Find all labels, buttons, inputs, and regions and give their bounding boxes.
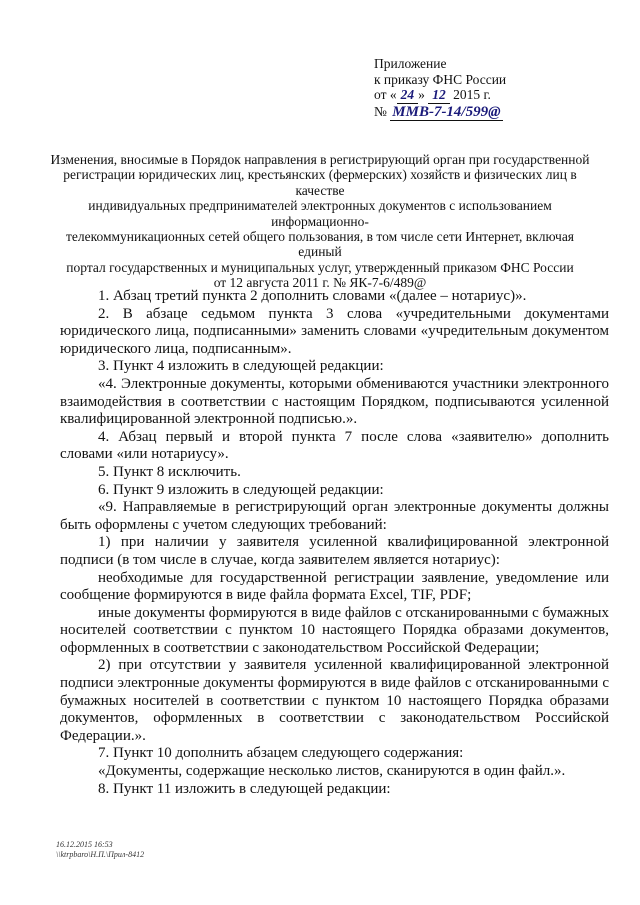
paragraph: «9. Направляемые в регистрирующий орган электронные документы должны быть оформлены с учетом следующих требований:	[60, 499, 609, 533]
paragraph: 4. Абзац первый и второй пункта 7 после слова «заявителю» дополнить словами «или нотариусу».	[60, 428, 609, 463]
footer-timestamp: 16.12.2015 16:53	[56, 840, 113, 849]
document-title	[50, 152, 590, 291]
footer-file-path: \\ktrpbaro\Н.П.\Прил-8412	[56, 849, 145, 859]
date-month-handwritten: 12	[428, 87, 450, 104]
title-line: портал государственных и муниципальных услуг, утвержденный приказом ФНС России	[66, 259, 574, 275]
appendix-block	[374, 56, 506, 121]
paragraph: необходимые для государственной регистрации заявление, уведомление или сообщение формируются в виде файла формата Excel, TIF, PDF;	[60, 569, 609, 604]
title-line: телекоммуникационных сетей общего пользования, в том числе сети Интернет, включая единый	[65, 229, 575, 260]
paragraph: 2) при отсутствии у заявителя усиленной квалифицированной электронной подписи электронные документы формируются в виде файлов с отсканированными с бумажных носителей в соответствии с пунктом 10 настоящего Порядка образами документов, оформленных в соответствии с законодательством Российской Федерации.».	[60, 657, 609, 744]
date-day-handwritten: 24	[397, 87, 419, 104]
appendix-label: Приложение	[374, 56, 447, 71]
title-line: регистрации юридических лиц, крестьянских (фермерских) хозяйств и физических лиц в качестве	[63, 167, 577, 198]
order-reference: к приказу ФНС России	[374, 71, 507, 87]
paragraph: 5. Пункт 8 исключить.	[98, 463, 241, 480]
date-year: 2015 г.	[453, 87, 491, 102]
paragraph: 6. Пункт 9 изложить в следующей редакции:	[98, 481, 384, 498]
title-line: Изменения, вносимые в Порядок направления в регистрирующий орган при государственной	[50, 152, 590, 167]
title-line: индивидуальных предпринимателей электронных документов с использованием информационно-	[88, 198, 552, 229]
paragraph: 8. Пункт 11 изложить в следующей редакции:	[98, 780, 391, 797]
file-footer	[56, 840, 144, 859]
order-number-handwritten: ММВ-7-14/599@	[392, 103, 501, 120]
paragraph: 3. Пункт 4 изложить в следующей редакции:	[98, 358, 384, 375]
paragraph: 1) при наличии у заявителя усиленной квалифицированной электронной подписи (в том числе в случае, когда заявителем является нотариус):	[60, 534, 609, 568]
paragraph: 7. Пункт 10 дополнить абзацем следующего содержания:	[98, 745, 464, 762]
date-prefix: от «	[374, 87, 397, 102]
paragraph: 1. Абзац третий пункта 2 дополнить словами «(далее – нотариус)».	[98, 288, 527, 304]
paragraph: иные документы формируются в виде файлов с отсканированными с бумажных носителей соответствии с пунктом 10 настоящего Порядка образами документов, оформленных в соответствии с законодательством Российской Федерации;	[60, 604, 609, 656]
paragraph: «4. Электронные документы, которыми обмениваются участники электронного взаимодействия в соответствии с настоящим Порядком, подписываются усиленной квалифицированной электронной подписью.».	[60, 375, 609, 428]
document-body	[60, 288, 609, 798]
order-number	[374, 104, 506, 122]
paragraph: 2. В абзаце седьмом пункта 3 слова «учредительными документами юридического лица, подписанными» заменить словами «учредительным документом юридического лица, подписанным».	[60, 305, 609, 357]
order-date	[374, 87, 506, 104]
number-prefix: №	[374, 103, 387, 119]
title-line: от 12 августа 2011 г. № ЯК-7-6/489@	[213, 275, 427, 291]
date-separator: »	[418, 87, 425, 102]
paragraph: «Документы, содержащие несколько листов, сканируются в один файл.».	[98, 763, 566, 780]
